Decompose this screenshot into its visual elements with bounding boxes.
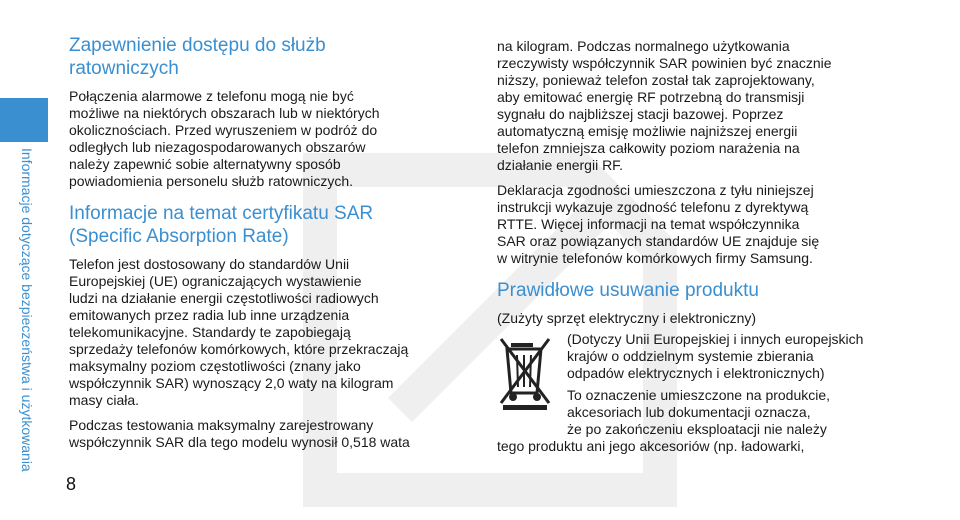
section-tab-marker [0, 98, 48, 142]
text-line: Połączenia alarmowe z telefonu mogą nie być [69, 88, 354, 104]
weee-scope-paragraph [497, 331, 907, 382]
text-line: emitowanych przez radia lub inne urządzenia [69, 307, 350, 323]
text-line: krajów o oddzielnym systemie zbierania [567, 348, 814, 364]
weee-block [497, 331, 907, 455]
text-line: aby emitować energię RF potrzebną do transmisji [497, 89, 805, 105]
page-number: 8 [66, 474, 77, 494]
sar-continued-paragraph [497, 38, 907, 174]
text-line: w witrynie telefonów komórkowych firmy Samsung. [497, 250, 813, 266]
declaration-paragraph [497, 182, 907, 267]
sar-paragraph [69, 256, 469, 409]
disposal-subtitle: (Zużyty sprzęt elektryczny i elektroniczny) [497, 310, 757, 326]
vertical-chapter-title: Informacje dotyczące bezpieczeństwa i użytkowania [19, 148, 35, 472]
text-line: rzeczywisty współczynnik SAR powinien być znacznie [497, 55, 832, 71]
text-line: maksymalny poziom częstotliwości (znany jako [69, 358, 361, 374]
text-line: okolicznościach. Przed wyruszeniem w podróż do [69, 122, 378, 138]
crossed-bin-icon [497, 335, 557, 411]
text-line: telefon zmniejsza całkowity poziom narażenia na [497, 140, 800, 156]
text-line: powiadomienia personelu służb ratowniczych. [69, 173, 354, 189]
text-line: instrukcji wykazuje zgodność telefonu z dyrektywą [497, 199, 809, 215]
text-line: Europejskiej (UE) ograniczających wystawienie [69, 273, 362, 289]
right-column [497, 38, 907, 455]
text-line: niższy, ponieważ telefon został tak zaprojektowany, [497, 72, 815, 88]
text-line: należy zapewnić sobie alternatywny sposób [69, 156, 341, 172]
text-line: SAR oraz powiązanych standardów UE znajduje się [497, 233, 820, 249]
text-line: masy ciała. [69, 392, 140, 408]
title-line: ratowniczych [69, 58, 179, 79]
section-title-disposal: Prawidłowe usuwanie produktu [497, 280, 759, 301]
text-line: współczynnik SAR dla tego modelu wynosił 0,518 wata [69, 434, 410, 450]
text-line: RTTE. Więcej informacji na temat współczynnika [497, 216, 800, 232]
text-line: Podczas testowania maksymalny zarejestrowany [69, 417, 374, 433]
text-line: ludzi na działanie energii częstotliwości radiowych [69, 290, 379, 306]
left-column [69, 34, 469, 451]
text-line: sprzedaży telefonów komórkowych, które przekraczają [69, 341, 409, 357]
text-line: telekomunikacyjne. Standardy te zapobiegają [69, 324, 351, 340]
section-title-emergency [69, 34, 469, 80]
title-line: Informacje na temat certyfikatu SAR [69, 203, 374, 224]
section-title-sar [69, 202, 469, 248]
title-line: (Specific Absorption Rate) [69, 226, 289, 247]
text-line: odpadów elektrycznych i elektronicznych) [567, 365, 825, 381]
text-line: na kilogram. Podczas normalnego użytkowania [497, 38, 790, 54]
text-line: sygnału do najbliższej stacji bazowej. Poprzez [497, 106, 784, 122]
text-line: Telefon jest dostosowany do standardów Unii [69, 256, 350, 272]
sar-test-paragraph [69, 417, 469, 451]
sidebar [0, 0, 77, 520]
text-line: współczynnik SAR) wynoszący 2,0 waty na kilogram [69, 375, 394, 391]
text-line: Deklaracja zgodności umieszczona z tyłu niniejszej [497, 182, 814, 198]
text-line: akcesoriach lub dokumentacji oznacza, [567, 404, 811, 420]
emergency-paragraph [69, 88, 469, 190]
text-line: automatyczną emisję możliwie najniższej energii [497, 123, 798, 139]
text-line: To oznaczenie umieszczone na produkcie, [567, 387, 831, 403]
text-line: że po zakończeniu eksploatacji nie należy [567, 421, 827, 437]
title-line: Zapewnienie dostępu do służb [69, 35, 326, 56]
text-line: możliwe na niektórych obszarach lub w niektórych [69, 105, 380, 121]
weee-last-line: tego produktu ani jego akcesoriów (np. ładowarki, [497, 438, 805, 454]
text-line: odległych lub niezagospodarowanych obszarów [69, 139, 366, 155]
text-line: działanie energii RF. [497, 157, 624, 173]
text-line: (Dotyczy Unii Europejskiej i innych europejskich [567, 331, 864, 347]
weee-info-paragraph [497, 387, 907, 438]
